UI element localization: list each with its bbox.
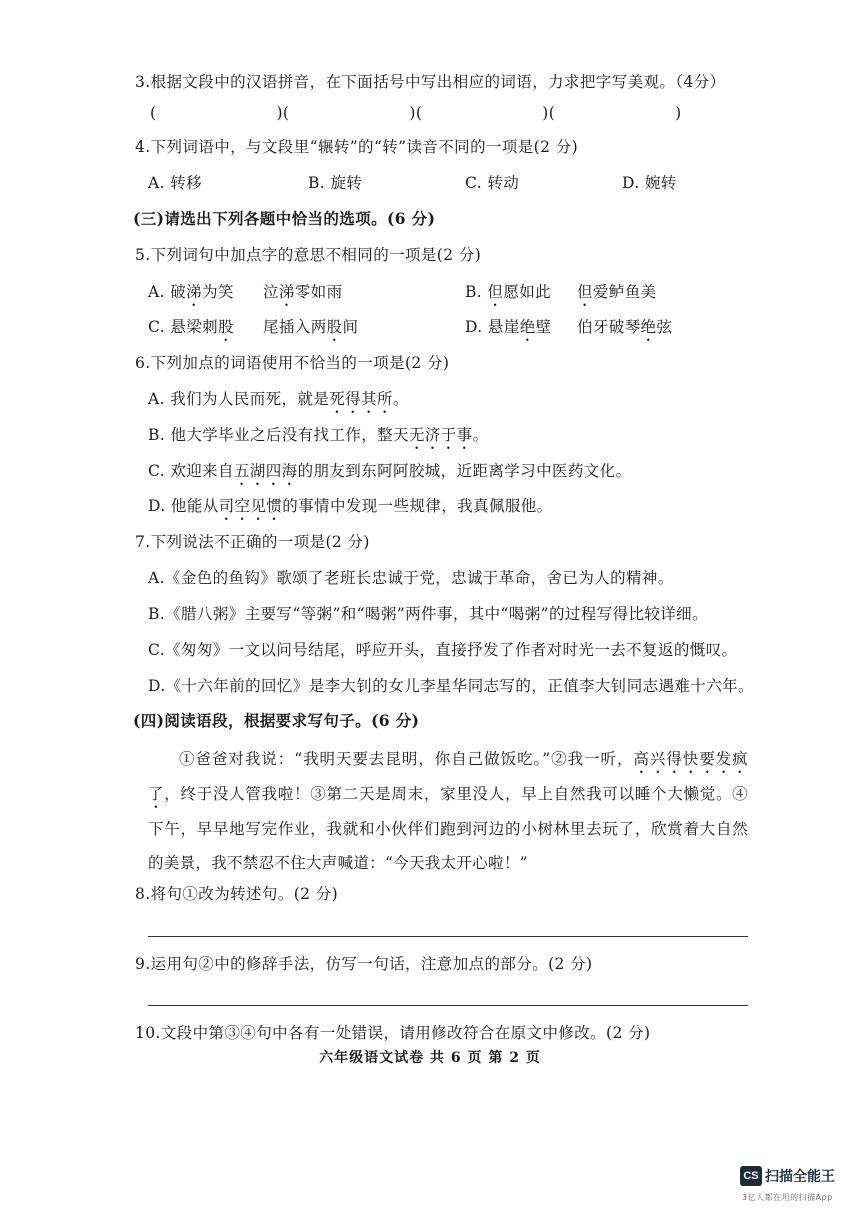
option-c[interactable] — [148, 460, 631, 489]
scanner-logo — [740, 1165, 835, 1186]
dotted-phrase: 司空见惯 — [218, 497, 283, 515]
question-8: 8.将句①改为转述句。(2 分) — [135, 885, 339, 903]
option-b[interactable]: B.《腊八粥》主要写“等粥”和“喝粥”两件事，其中“喝粥”的过程写得比较详细。 — [148, 605, 708, 623]
option-c[interactable] — [148, 316, 234, 345]
option-text: 弦 — [656, 318, 673, 336]
option-d[interactable] — [148, 495, 553, 524]
option-d[interactable]: D. 婉转 — [622, 174, 677, 192]
option-text: 壁 — [535, 318, 552, 336]
option-text: A. 破 — [148, 283, 187, 301]
bracket-close: ) — [675, 104, 682, 122]
option-text: 愿如此 — [503, 283, 552, 301]
dotted-char: 但 — [577, 283, 593, 301]
bracket-open: ( — [415, 104, 423, 122]
dotted-phrase: 死得其所 — [329, 390, 393, 408]
option-text: 泣 — [263, 283, 279, 301]
option-d[interactable] — [465, 316, 552, 345]
dotted-char: 涕 — [186, 283, 203, 301]
dotted-phrase: 五湖四海 — [233, 462, 298, 480]
question-7: 7.下列说法不正确的一项是(2 分) — [135, 533, 370, 551]
passage-text: ①爸爸对我说：“我明天要去昆明，你自己做饭吃。”②我一听， — [179, 750, 634, 768]
option-text: 。 — [392, 390, 409, 408]
option-text: 尾插入两 — [263, 318, 327, 336]
dotted-phrase: 无济于事 — [408, 426, 473, 444]
option-text: 零如雨 — [294, 283, 343, 301]
dotted-char: 但 — [487, 283, 504, 301]
dotted-phrase: 高兴得快要发疯了 — [148, 750, 748, 803]
dotted-char: 绝 — [519, 318, 536, 336]
section-heading: (四)阅读语段，根据要求写句子。(6 分) — [133, 711, 420, 730]
option-text: D. 悬崖 — [465, 318, 520, 336]
reading-passage — [148, 742, 748, 880]
dotted-char: 股 — [326, 318, 343, 336]
scanner-tagline: 3亿人都在用的扫描App — [742, 1193, 833, 1202]
option-text: C. 欢迎来自 — [148, 462, 234, 480]
page-footer: 六年级语文试卷 共 6 页 第 2 页 — [319, 1050, 541, 1066]
option-c[interactable]: C. 转动 — [465, 174, 520, 192]
bracket-open: ( — [282, 104, 290, 122]
option-text: 爱鲈鱼美 — [592, 283, 657, 301]
option-text: 。 — [472, 426, 489, 444]
option-text: 间 — [342, 318, 359, 336]
option-c-second — [263, 316, 358, 345]
option-a[interactable]: A. 转移 — [148, 174, 203, 192]
bracket-close: ) — [542, 104, 549, 122]
option-b[interactable] — [148, 424, 488, 453]
dotted-char: 股 — [218, 318, 234, 336]
option-d-second — [577, 316, 672, 345]
bracket-open: ( — [150, 104, 157, 122]
answer-brackets — [150, 102, 682, 124]
question-10: 10.文段中第③④句中各有一处错误，请用修改符合在原文中修改。(2 分) — [135, 1024, 651, 1042]
option-d[interactable]: D.《十六年前的回忆》是李大钊的女儿李星华同志写的，正值李大钊同志遇难十六年。 — [148, 677, 754, 695]
question-4: 4.下列词语中，与文段里“辗转”的“转”读音不同的一项是(2 分) — [135, 138, 579, 156]
section-heading: (三)请选出下列各题中恰当的选项。(6 分) — [133, 209, 436, 228]
bracket-close: ) — [409, 104, 416, 122]
option-text: C. 悬梁刺 — [148, 318, 219, 336]
scanner-app-name: 扫描全能王 — [765, 1168, 835, 1185]
question-9: 9.运用句②中的修辞手法，仿写一句话，注意加点的部分。(2 分) — [135, 955, 593, 973]
dotted-char: 涕 — [278, 283, 295, 301]
option-text: D. 他能从 — [148, 497, 219, 515]
option-b[interactable] — [465, 281, 551, 310]
option-a[interactable] — [148, 388, 409, 417]
question-5: 5.下列词句中加点字的意思不相同的一项是(2 分) — [135, 246, 482, 264]
answer-line[interactable] — [148, 936, 748, 937]
option-a[interactable]: A.《金色的鱼钩》歌颂了老班长忠诚于党，忠诚于革命，舍已为人的精神。 — [148, 569, 674, 587]
option-b[interactable]: B. 旋转 — [308, 174, 363, 192]
question-6: 6.下列加点的词语使用不恰当的一项是(2 分) — [135, 354, 450, 372]
option-text: 为笑 — [202, 283, 234, 301]
passage-text: ，终于没人管我啦！③第二天是周末，家里没人，早上自然我可以睡个大懒觉。④下午，早早地写完作业，我就和小伙伴们跑到河边的小树林里去玩了，欣赏着大自然的美景，我不禁忍不住大声喊道：“今天我太开心啦！” — [148, 785, 748, 872]
option-text: B. — [465, 283, 488, 301]
bracket-close: ) — [276, 104, 283, 122]
option-text: 的事情中发现一些规律，我真佩服他。 — [282, 497, 553, 515]
option-text: 的朋友到东阿阿胶城，近距离学习中医药文化。 — [297, 462, 632, 480]
option-c[interactable]: C.《匆匆》一文以问号结尾，呼应开头，直接抒发了作者对时光一去不复返的慨叹。 — [148, 641, 738, 659]
option-text: 伯牙破琴 — [577, 318, 641, 336]
option-b-second — [577, 281, 657, 310]
dotted-char: 绝 — [640, 318, 657, 336]
option-a[interactable] — [148, 281, 234, 310]
option-a-second — [263, 281, 343, 310]
question-3: 3.根据文段中的汉语拼音，在下面括号中写出相应的词语，力求把字写美观。（4分） — [135, 73, 726, 91]
bracket-open: ( — [548, 104, 556, 122]
cs-logo-icon: CS — [740, 1166, 762, 1186]
option-text: A. 我们为人民而死，就是 — [148, 390, 330, 408]
answer-line[interactable] — [148, 1005, 748, 1006]
option-text: B. 他大学毕业之后没有找工作，整天 — [148, 426, 409, 444]
